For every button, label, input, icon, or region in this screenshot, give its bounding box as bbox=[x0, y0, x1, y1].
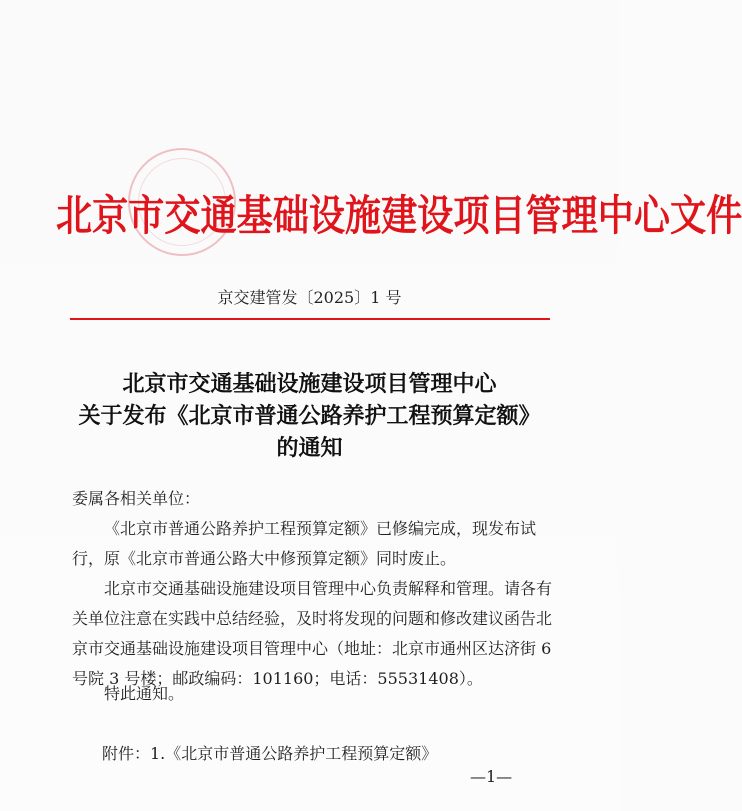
page-number: —1— bbox=[470, 767, 513, 786]
header-title: 北京市交通基础设施建设项目管理中心文件 bbox=[56, 191, 742, 240]
notice-title bbox=[0, 368, 619, 464]
paragraph-2: 北京市交通基础设施建设项目管理中心负责解释和管理。请各有关单位注意在实践中总结经验，及时将发现的问题和修改建议函告北京市交通基础设施建设项目管理中心（地址：北京市通州区达济街 6 号院 3 号楼；邮政编码：101160；电话：55531408）。 bbox=[72, 579, 553, 688]
red-divider-line bbox=[70, 318, 550, 320]
document-number: 京交建管发〔2025〕1 号 bbox=[217, 288, 402, 307]
attachment-line: 附件：1.《北京市普通公路养护工程预算定额》 bbox=[102, 744, 438, 763]
notice-title-line-2: 关于发布《北京市普通公路养护工程预算定额》 bbox=[78, 403, 541, 429]
salutation: 委属各相关单位： bbox=[72, 489, 201, 508]
paragraph-1: 《北京市普通公路养护工程预算定额》已修编完成，现发布试行，原《北京市普通公路大中修预算定额》同时废止。 bbox=[72, 519, 537, 568]
notice-title-line-3: 的通知 bbox=[276, 435, 343, 461]
faint-bleedthrough bbox=[140, 88, 490, 102]
paragraph-3: 特此通知。 bbox=[104, 684, 185, 703]
notice-title-line-1: 北京市交通基础设施建设项目管理中心 bbox=[122, 371, 497, 397]
